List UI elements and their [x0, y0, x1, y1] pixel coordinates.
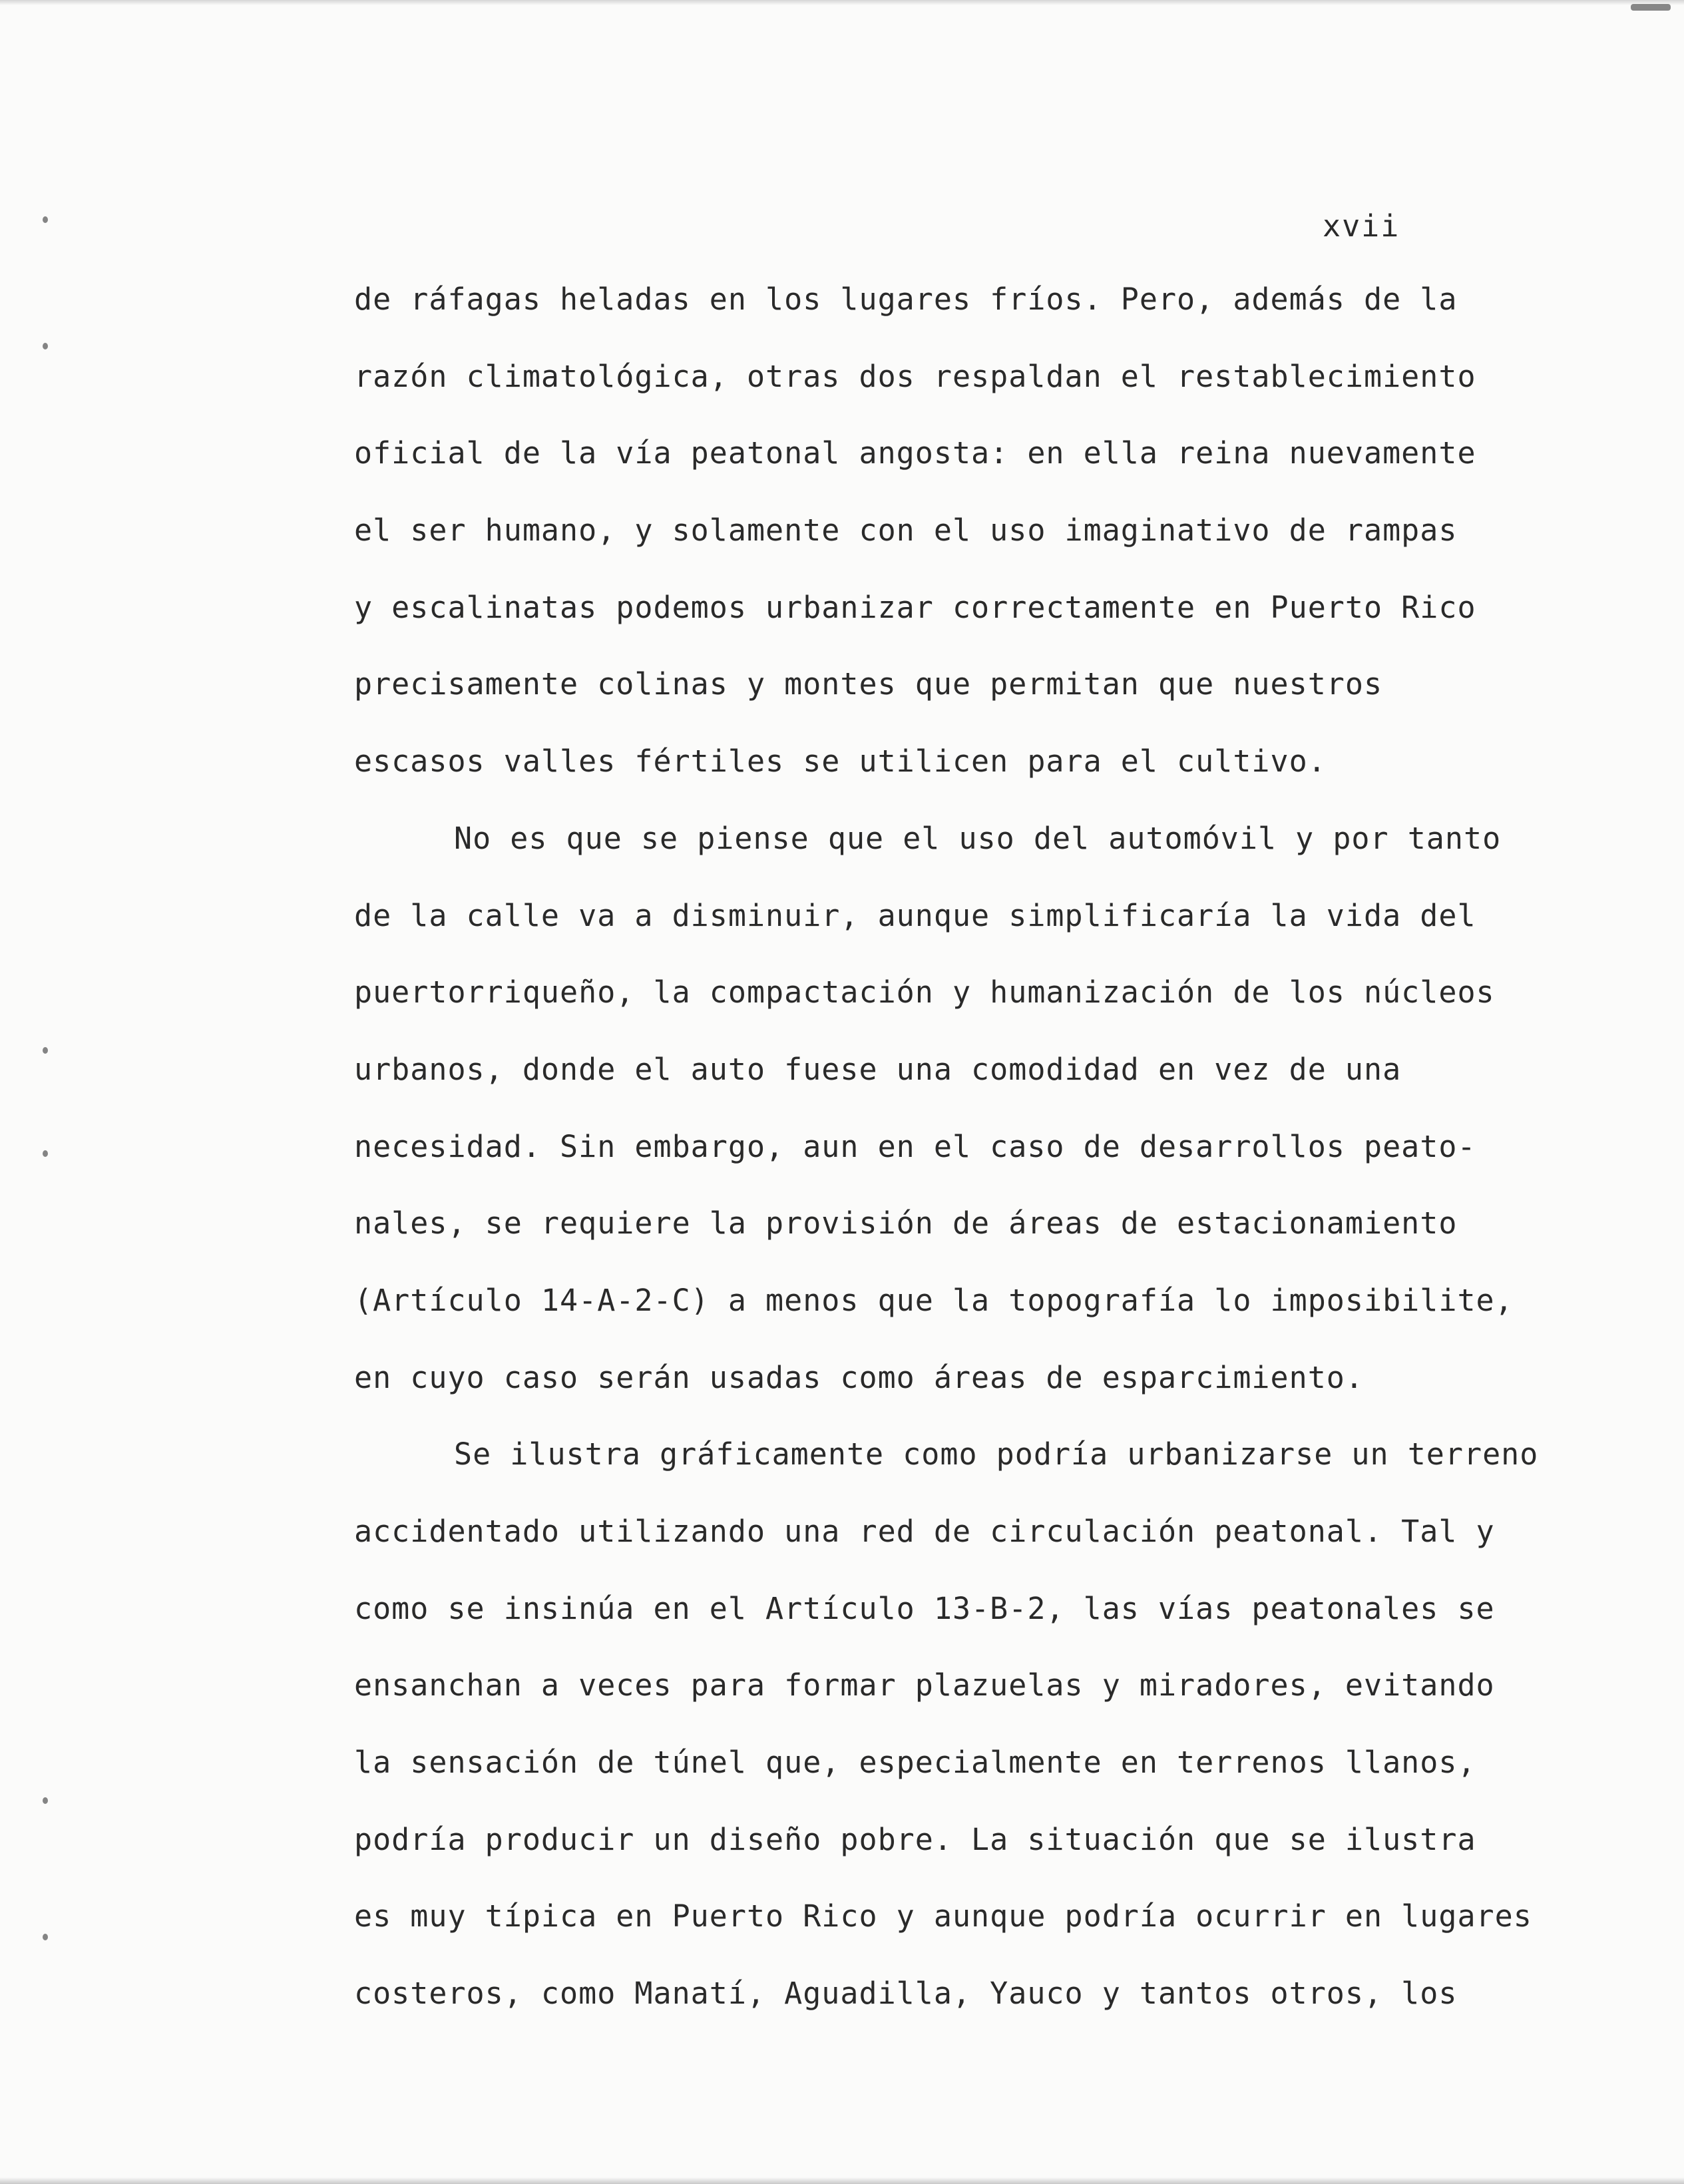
text-line: en cuyo caso serán usadas como áreas de esparcimiento.	[354, 1359, 1364, 1395]
corner-scan-mark	[1631, 4, 1671, 11]
text-line: ensanchan a veces para formar plazuelas y miradores, evitando	[354, 1667, 1495, 1703]
text-line: y escalinatas podemos urbanizar correctamente en Puerto Rico	[354, 589, 1476, 625]
margin-speck	[43, 1047, 48, 1054]
text-line: podría producir un diseño pobre. La situación que se ilustra	[354, 1821, 1476, 1857]
text-line: (Artículo 14-A-2-C) a menos que la topografía lo imposibilite,	[354, 1282, 1514, 1318]
text-line: accidentado utilizando una red de circulación peatonal. Tal y	[354, 1514, 1495, 1549]
text-line: necesidad. Sin embargo, aun en el caso de desarrollos peato-	[354, 1128, 1476, 1164]
page-number: xvii	[1323, 208, 1400, 244]
margin-speck	[43, 1797, 48, 1804]
text-line: puertorriqueño, la compactación y humanización de los núcleos	[354, 975, 1495, 1010]
text-line: No es que se piense que el uso del automóvil y por tanto	[454, 820, 1502, 856]
text-line: como se insinúa en el Artículo 13-B-2, las vías peatonales se	[354, 1590, 1495, 1626]
text-line: es muy típica en Puerto Rico y aunque podría ocurrir en lugares	[354, 1898, 1532, 1934]
text-line: nales, se requiere la provisión de áreas de estacionamiento	[354, 1205, 1458, 1241]
margin-speck	[43, 343, 48, 349]
text-line: oficial de la vía peatonal angosta: en ella reina nuevamente	[354, 435, 1476, 471]
text-line: costeros, como Manatí, Aguadilla, Yauco y tantos otros, los	[354, 1976, 1458, 2012]
text-line: Se ilustra gráficamente como podría urbanizarse un terreno	[454, 1436, 1539, 1472]
text-line: de ráfagas heladas en los lugares fríos. Pero, además de la	[354, 282, 1458, 317]
text-line: urbanos, donde el auto fuese una comodidad en vez de una	[354, 1051, 1402, 1087]
margin-speck	[43, 1934, 48, 1940]
page-top-edge	[0, 0, 1684, 5]
text-line: la sensación de túnel que, especialmente en terrenos llanos,	[354, 1745, 1476, 1781]
text-line: de la calle va a disminuir, aunque simplificaría la vida del	[354, 897, 1476, 933]
page-bottom-edge	[0, 2177, 1684, 2184]
body-text	[354, 276, 1539, 2048]
text-line: precisamente colinas y montes que permitan que nuestros	[354, 666, 1383, 702]
margin-speck	[43, 216, 48, 223]
text-line: escasos valles fértiles se utilicen para el cultivo.	[354, 744, 1327, 779]
margin-speck	[43, 1150, 48, 1157]
text-line: el ser humano, y solamente con el uso imaginativo de rampas	[354, 513, 1458, 548]
text-line: razón climatológica, otras dos respaldan el restablecimiento	[354, 358, 1476, 394]
